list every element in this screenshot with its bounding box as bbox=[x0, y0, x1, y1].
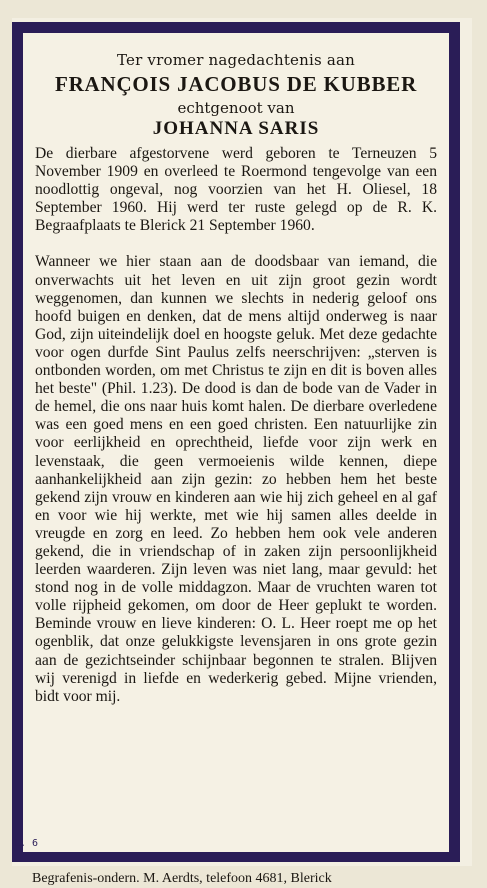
deceased-name: FRANÇOIS JACOBUS DE KUBBER bbox=[54, 72, 418, 96]
card-border-frame bbox=[12, 22, 460, 862]
intro-line: Ter vromer nagedachtenis aan bbox=[116, 51, 356, 69]
spouse-intro: echtgenoot van bbox=[177, 99, 295, 117]
undertaker-footer: Begrafenis-ondern. M. Aerdts, telefoon 4681, Blerick bbox=[32, 871, 332, 886]
print-code: L. 6 bbox=[14, 838, 39, 849]
biography-paragraph: De dierbare afgestorvene werd geboren te Terneuzen 5 November 1909 en overleed te Roermond tengevolge van een noodlottig ongeval, nog voorzien van het H. Oliesel, 18 September 1960. Hij werd ter ruste gelegd op de R. K. Begraafplaats te Blerick 21 September 1960. bbox=[35, 145, 437, 235]
meditation-paragraph: Wanneer we hier staan aan de doodsbaar van iemand, die onverwachts uit het leven en uit zijn groot gezin wordt weggenomen, dan kunnen we slechts in nederig geloof ons hoofd buigen en denken, dat de mens altijd onderweg is naar God, zijn uiteindelijk doel en hoogste geluk. Met deze gedachte voor ogen durfde Sint Paulus zelfs neerschrijven: „sterven is ontbonden worden, om met Christus te zijn en dit is boven alles het beste" (Phil. 1.23). De dood is dan de bode van de Vader in de hemel, die ons naar huis komt halen. De dierbare overledene was een goed mens en een goed christen. Een natuurlijke zin voor eerlijkheid en oprechtheid, liefde voor zijn werk en levenstaak, die geen vermoeienis wilde kennen, diepe aanhankelijkheid aan zijn gezin: zo hebben hem het beste gekend zijn vrouw en kinderen aan wie hij zich geheel en al gaf en voor wie hij werkte, met wie hij samen alles deelde in vreugde en zorg en leed. Zo hebben hem ook vele anderen gekend, die in vriendschap of in zaken zijn persoonlijkheid leerden waarderen. Zijn leven was niet lang, maar gevuld: het stond nog in de volle middagzon. Maar de vruchten waren tot volle rijpheid gekomen, om door de Heer geplukt te worden. Beminde vrouw en lieve kinderen: O. L. Heer roept me op het ogenblik, dat onze gelukkigste levensjaren in ons grote gezin aan de gezichtseinder schijnbaar begonnen te stralen. Blijven wij verenigd in liefde en wederkerig gebed. Mijne vrienden, bidt voor mij. bbox=[35, 253, 437, 705]
card-header bbox=[29, 51, 443, 140]
card-content bbox=[29, 43, 443, 846]
spouse-name: JOHANNA SARIS bbox=[152, 118, 320, 139]
